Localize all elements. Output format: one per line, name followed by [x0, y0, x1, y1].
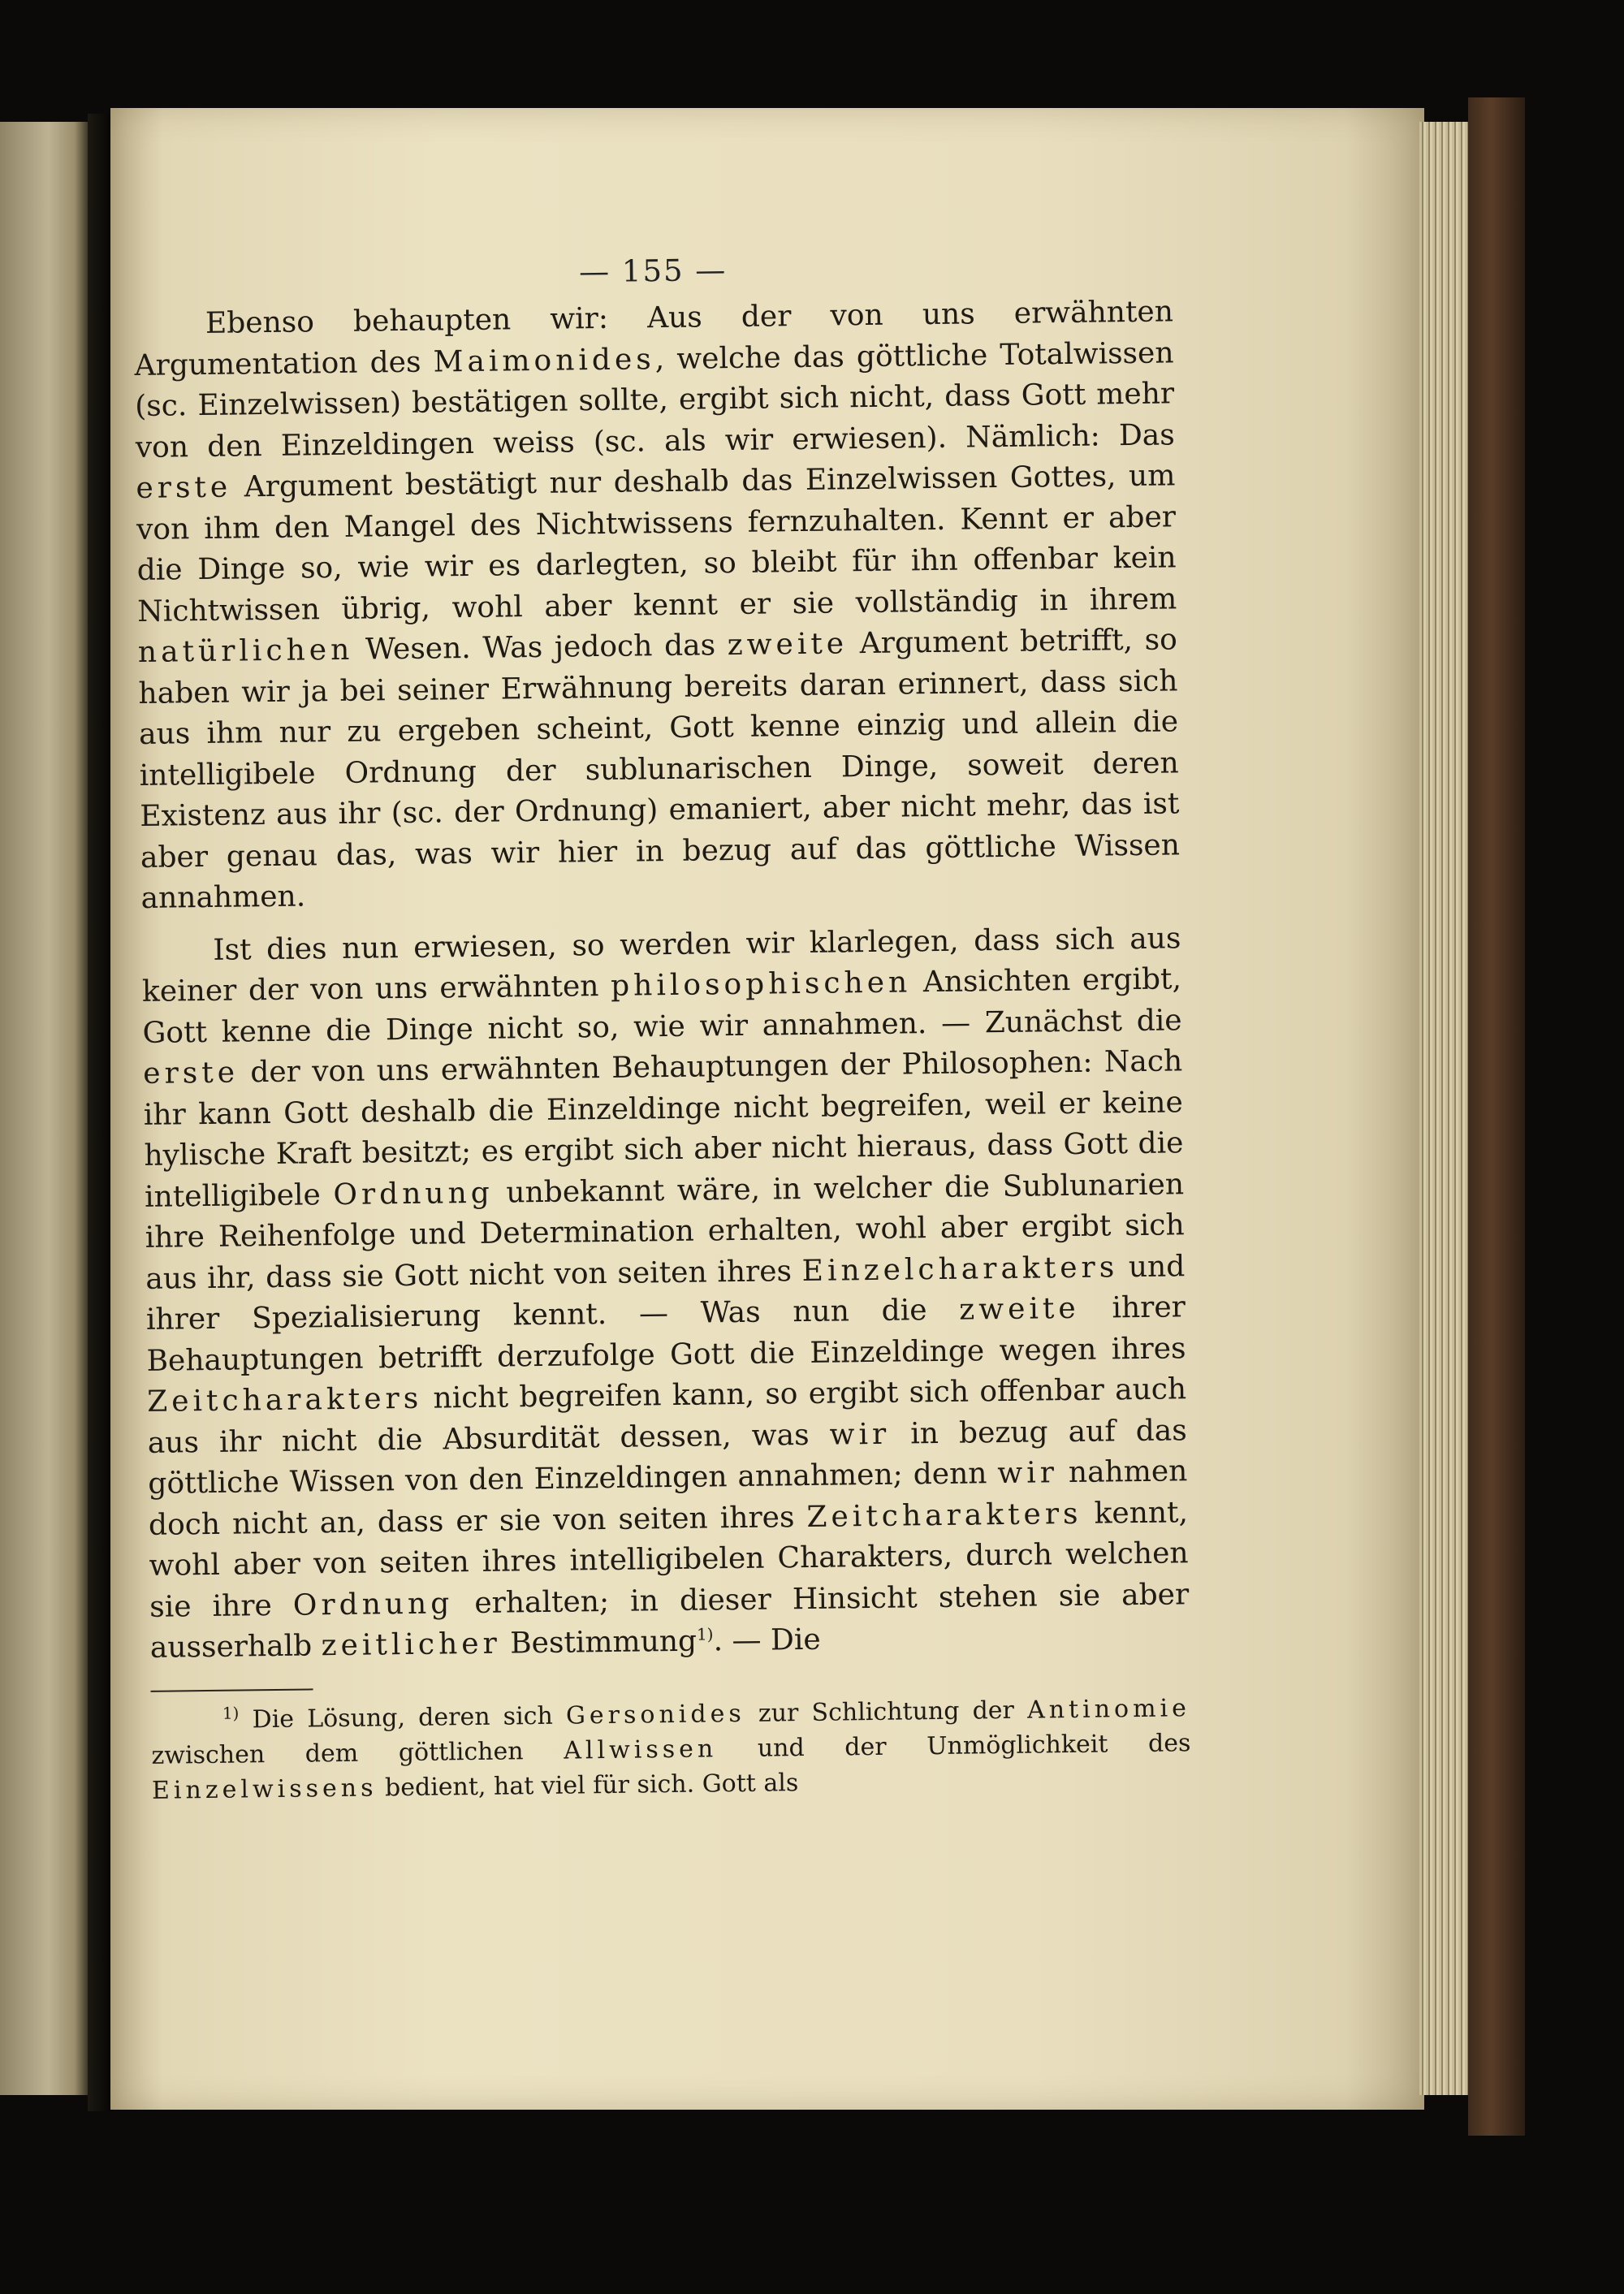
page-number: — 155 —	[578, 253, 728, 290]
spaced-emphasis: zweite	[727, 627, 849, 663]
spaced-emphasis: Maimonides	[433, 342, 655, 378]
spaced-emphasis: Einzelwissens	[151, 1773, 378, 1805]
spaced-emphasis: Ordnung	[292, 1586, 454, 1622]
spaced-emphasis: Antinomie	[1026, 1693, 1191, 1725]
spaced-emphasis: Zeitcharakters	[806, 1497, 1082, 1534]
paragraph: Ist dies nun erwiesen, so werden wir klarlegen, dass sich aus keiner der von uns erwähnten philosophischen Ansichten ergibt, Gott kenne die Dinge nicht so, wie wir annahmen. — Zunächst die erste der von uns erwähnten Behauptungen der Philosophen: Nach ihr kann Gott deshalb die Einzeldinge nicht begreifen, weil er keine hylische Kraft besitzt; es ergibt sich aber nicht hieraus, dass Gott die intelligibele Ordnung unbekannt wäre, in welcher die Sublunarien ihre Reihenfolge und Determination erhalten, wohl aber ergibt sich aus ihr, dass sie Gott nicht von seiten ihres Einzelcharakters und ihrer Spezialisierung kennt. — Was nun die zweite ihrer Behauptungen betrifft derzufolge Gott die Einzeldinge wegen ihres Zeitcharakters nicht begreifen kann, so ergibt sich offenbar auch aus ihr nicht die Absurdität dessen, was wir in bezug auf das göttliche Wissen von den Einzeldingen annahmen; denn wir nahmen doch nicht an, dass er sie von seiten ihres Zeitcharakters kennt, wohl aber von seiten ihres intelligibelen Charakters, durch welchen sie ihre Ordnung erhalten; in dieser Hinsicht stehen sie aber ausserhalb zeitlicher Bestimmung$^{1)}$. — Die	[141, 921, 1190, 1665]
footnote-marker: 1)	[222, 1703, 240, 1723]
footnote: $^{1)}$ Die Lösung, deren sich Gersonides zur Schlichtung der Antinomie zwischen dem göttlichen Allwissen und der Unmöglichkeit des Einzelwissens bedient, hat viel für sich. Gott als	[151, 1693, 1191, 1805]
spaced-emphasis: wir	[997, 1456, 1059, 1491]
spaced-emphasis: Ordnung	[333, 1176, 495, 1212]
spaced-emphasis: zeitlicher	[321, 1627, 502, 1663]
spaced-emphasis: zweite	[959, 1291, 1080, 1327]
spaced-emphasis: erste	[136, 470, 232, 505]
facing-page-edge	[0, 122, 88, 2095]
page-text-block	[133, 247, 1191, 1808]
spaced-emphasis: wir	[829, 1417, 891, 1452]
footnote-marker: 1)	[696, 1624, 714, 1644]
spaced-emphasis: Einzelcharakters	[801, 1250, 1119, 1288]
paragraph: Ebenso behaupten wir: Aus der von uns erwähnten Argumentation des Maimonides, welche das göttliche Totalwissen (sc. Einzelwissen) bestätigen sollte, ergibt sich nicht, dass Gott mehr von den Einzeldingen weiss (sc. als wir erwiesen). Nämlich: Das erste Argument bestätigt nur deshalb das Einzelwissen Gottes, um von ihm den Mangel des Nichtwissens fernzuhalten. Kennt er aber die Dinge so, wie wir es darlegten, so bleibt für ihn offenbar kein Nichtwissen übrig, wohl aber kennt er sie vollständig in ihrem natürlichen Wesen. Was jedoch das zweite Argument betrifft, so haben wir ja bei seiner Erwähnung bereits daran erinnert, dass sich aus ihm nur zu ergeben scheint, Gott kenne einzig und allein die intelligibele Ordnung der sublunarischen Dinge, soweit deren Existenz aus ihr (sc. der Ordnung) emaniert, aber nicht mehr, das ist aber genau das, was wir hier in bezug auf das göttliche Wissen annahmen.	[134, 295, 1181, 915]
book-cover-edge	[1468, 97, 1525, 2136]
spaced-emphasis: Zeitcharakters	[146, 1381, 423, 1419]
spaced-emphasis: philosophischen	[610, 966, 912, 1003]
spaced-emphasis: natürlichen	[137, 633, 354, 669]
page-stack-edge	[1419, 122, 1468, 2095]
footnote-separator	[151, 1688, 313, 1691]
spaced-emphasis: Allwissen	[564, 1734, 718, 1765]
spaced-emphasis: Gersonides	[565, 1699, 745, 1730]
spaced-emphasis: erste	[142, 1056, 240, 1091]
